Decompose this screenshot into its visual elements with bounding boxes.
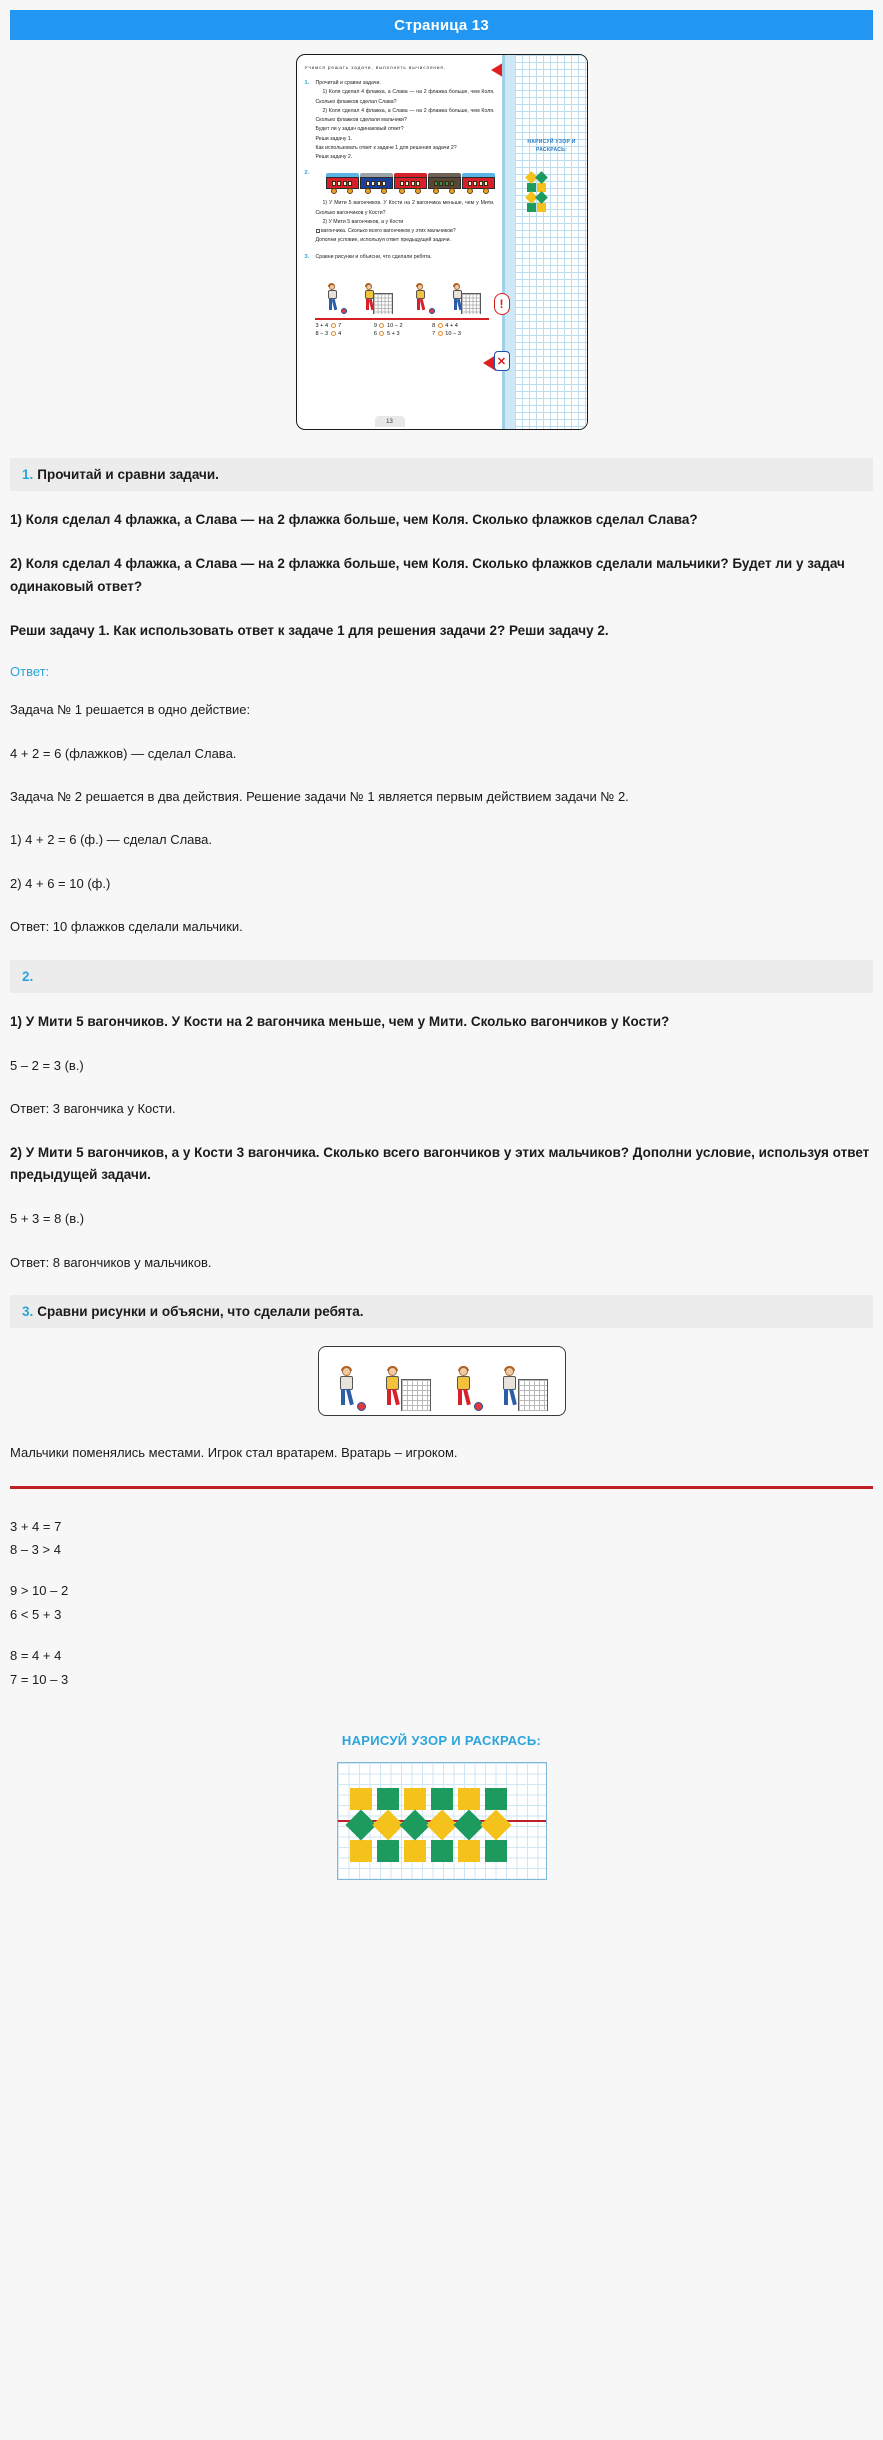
expressions-group-2 bbox=[10, 1579, 873, 1626]
square-green-shape bbox=[485, 1788, 507, 1810]
goalkeeper-figure bbox=[450, 284, 467, 314]
section-1-answer-line-5: 2) 4 + 6 = 10 (ф.) bbox=[10, 875, 111, 891]
scan-page-number: 13 bbox=[375, 416, 405, 427]
wheel bbox=[347, 188, 353, 194]
pattern-cell bbox=[458, 1814, 480, 1836]
leg bbox=[456, 299, 462, 310]
diamond-green-shape bbox=[345, 1809, 376, 1840]
wheel bbox=[381, 188, 387, 194]
expression: 8 = 4 + 4 bbox=[10, 1648, 62, 1664]
comparison-circle-icon bbox=[438, 323, 443, 328]
scan-exercise-1-body bbox=[316, 79, 495, 162]
square-yellow-shape bbox=[350, 1840, 372, 1862]
pattern-cell bbox=[377, 1814, 399, 1836]
leg bbox=[504, 1389, 508, 1405]
square-green-shape bbox=[377, 1840, 399, 1862]
section-2-solution-2: 5 + 3 = 8 (в.) bbox=[10, 1211, 85, 1227]
torso bbox=[328, 290, 337, 299]
leg bbox=[329, 299, 332, 310]
square-yellow-shape bbox=[404, 1788, 426, 1810]
scan-ex2-line-1: 2) У Мити 5 вагончиков, а у Кости bbox=[322, 218, 404, 225]
car-window bbox=[450, 181, 454, 186]
square-green-shape bbox=[485, 1840, 507, 1862]
scan-right-panel bbox=[496, 55, 587, 429]
comparison-left: 8 bbox=[432, 322, 436, 329]
comparison-item bbox=[432, 331, 490, 337]
red-divider bbox=[10, 1486, 873, 1489]
section-2-heading bbox=[10, 960, 873, 993]
goalkeeper-with-goal bbox=[381, 1367, 431, 1411]
mini-pattern-row bbox=[527, 203, 546, 212]
comparison-item bbox=[432, 323, 490, 329]
train-car bbox=[394, 173, 427, 194]
car-window bbox=[416, 181, 420, 186]
scan-exercise-2-number: 2. bbox=[304, 170, 310, 177]
scan-exercise-1-number: 1. bbox=[304, 80, 310, 87]
car-window bbox=[439, 181, 443, 186]
ball-icon bbox=[429, 308, 435, 314]
goalkeeper-figure bbox=[381, 1367, 407, 1411]
comparison-circle-icon bbox=[331, 323, 336, 328]
section-1-answer-line-4: 1) 4 + 2 = 6 (ф.) — сделал Слава. bbox=[10, 832, 212, 848]
car-window bbox=[332, 181, 336, 186]
scan-comparison-grid bbox=[316, 323, 491, 337]
expression: 3 + 4 = 7 bbox=[10, 1518, 62, 1534]
comparison-left: 3 + 4 bbox=[315, 322, 329, 329]
cross-marker-icon: ✕ bbox=[494, 351, 510, 371]
answers-article bbox=[0, 436, 883, 1910]
pattern-cell bbox=[431, 1840, 453, 1862]
diamond-green-shape bbox=[399, 1809, 430, 1840]
scan-ex2-line-2: вагончика. Сколько всего вагончиков у этих мальчиков? bbox=[320, 228, 456, 235]
torso bbox=[386, 1376, 399, 1390]
pattern-cell bbox=[350, 1788, 372, 1810]
football-player-figure bbox=[413, 284, 430, 314]
torso bbox=[503, 1376, 516, 1390]
scan-ex3-text: Сравни рисунки и объясни, что сделали ребята. bbox=[315, 253, 432, 260]
leg bbox=[463, 1389, 471, 1405]
section-2-answer-1: Ответ: 3 вагончика у Кости. bbox=[10, 1101, 176, 1117]
expression: 9 > 10 – 2 bbox=[10, 1583, 69, 1599]
football-illustration-strip bbox=[318, 1346, 566, 1416]
car-wheels bbox=[360, 188, 393, 194]
goalkeeper-figure bbox=[362, 284, 379, 314]
leg bbox=[368, 299, 374, 310]
leg bbox=[366, 299, 369, 310]
wheel bbox=[415, 188, 421, 194]
comparison-circle-icon bbox=[379, 331, 384, 336]
scan-ex2-line-0: 1) У Мити 5 вагончиков. У Кости на 2 вагончика меньше, чем у Мити. Сколько вагончиков у Кости? bbox=[315, 200, 495, 216]
section-1-heading bbox=[10, 458, 873, 491]
pattern-cell bbox=[458, 1788, 480, 1810]
leg bbox=[419, 299, 425, 310]
leg bbox=[346, 1389, 354, 1405]
car-wheels bbox=[462, 188, 495, 194]
page-title: Страница 13 bbox=[394, 16, 489, 34]
comparison-right: 7 bbox=[338, 322, 342, 329]
pattern-cell bbox=[485, 1788, 507, 1810]
scan-exercise-2-body bbox=[316, 169, 495, 245]
wheel bbox=[399, 188, 405, 194]
leg bbox=[509, 1389, 517, 1405]
pattern-cell bbox=[431, 1814, 453, 1836]
section-1-answer-line-1: Задача № 1 решается в одно действие: bbox=[10, 702, 251, 718]
car-window bbox=[445, 181, 449, 186]
mini-pattern-row bbox=[527, 173, 546, 182]
car-window bbox=[366, 181, 370, 186]
train-car bbox=[326, 173, 359, 194]
scan-exercise-3-body bbox=[316, 253, 495, 263]
leg bbox=[387, 1389, 391, 1405]
head bbox=[459, 1367, 468, 1376]
leg bbox=[454, 299, 457, 310]
scan-left-column bbox=[297, 55, 502, 429]
football-player-figure bbox=[325, 284, 342, 314]
section-1-answer-label: Ответ: bbox=[10, 664, 50, 680]
pattern-cell bbox=[404, 1814, 426, 1836]
pattern-cell bbox=[485, 1840, 507, 1862]
train-car bbox=[462, 173, 495, 194]
comparison-right: 4 + 4 bbox=[445, 322, 458, 329]
mini-pattern-row bbox=[527, 193, 546, 202]
scan-intro-text: Учимся решать задачи, выполнять вычисления. bbox=[304, 65, 446, 70]
scan-ex1-line-4: Реши задачу 1. bbox=[315, 135, 353, 142]
goalkeeper-with-goal bbox=[498, 1367, 548, 1411]
torso bbox=[453, 290, 462, 299]
scan-mini-pattern bbox=[527, 173, 546, 213]
square-yellow-shape bbox=[458, 1840, 480, 1862]
car-window bbox=[371, 181, 375, 186]
blank-square-icon bbox=[316, 229, 320, 233]
section-1-question-2: 2) Коля сделал 4 флажка, а Слава — на 2 флажка больше, чем Коля. Сколько флажков сделали мальчики? Будет ли у задач одинаковый ответ? bbox=[10, 556, 845, 594]
scan-ex1-line-5: Как использовать ответ к задаче 1 для решения задачи 2? bbox=[315, 144, 457, 151]
goalkeeper-with-goal bbox=[450, 284, 481, 314]
car-window bbox=[400, 181, 404, 186]
section-3-number: 3. bbox=[22, 1304, 34, 1320]
pattern-cell bbox=[458, 1840, 480, 1862]
scan-ex1-line-3: Будет ли у задач одинаковый ответ? bbox=[315, 126, 404, 133]
square-green-shape bbox=[431, 1788, 453, 1810]
leg bbox=[417, 299, 420, 310]
square-yellow-shape bbox=[350, 1788, 372, 1810]
car-window bbox=[434, 181, 438, 186]
square-green-shape bbox=[431, 1840, 453, 1862]
train-car bbox=[360, 173, 393, 194]
leg bbox=[392, 1389, 400, 1405]
section-2-solution-1: 5 – 2 = 3 (в.) bbox=[10, 1057, 84, 1073]
page-title-bar bbox=[10, 10, 873, 40]
car-window bbox=[468, 181, 472, 186]
pattern-cell bbox=[485, 1814, 507, 1836]
leg bbox=[341, 1389, 345, 1405]
car-wheels bbox=[428, 188, 461, 194]
car-window bbox=[405, 181, 409, 186]
textbook-scan-wrapper bbox=[0, 40, 883, 436]
car-window bbox=[343, 181, 347, 186]
ball-icon bbox=[474, 1402, 483, 1411]
car-window bbox=[411, 181, 415, 186]
comparison-circle-icon bbox=[331, 331, 336, 336]
comparison-right: 10 − 2 bbox=[386, 322, 403, 329]
pattern-title: НАРИСУЙ УЗОР И РАСКРАСЬ: bbox=[341, 1733, 542, 1749]
section-2-answer-2: Ответ: 8 вагончиков у мальчиков. bbox=[10, 1254, 212, 1270]
scan-ex1-line-0: Прочитай и сравни задачи. bbox=[315, 80, 381, 87]
car-wheels bbox=[394, 188, 427, 194]
expression: 8 – 3 > 4 bbox=[10, 1542, 61, 1558]
ball-icon bbox=[341, 308, 347, 314]
car-window bbox=[382, 181, 386, 186]
pattern-cell bbox=[377, 1788, 399, 1810]
scan-ex2-line-3: Дополни условие, используя ответ предыдущей задачи. bbox=[315, 237, 451, 244]
scan-exercise-3 bbox=[305, 253, 495, 263]
diamond-yellow-shape bbox=[480, 1809, 511, 1840]
comparison-item bbox=[374, 323, 432, 329]
scan-side-label: НАРИСУЙ УЗОР И РАСКРАСЬ: bbox=[527, 139, 576, 153]
scan-ex1-line-6: Реши задачу 2. bbox=[315, 154, 353, 161]
pattern-row bbox=[350, 1814, 507, 1836]
car-window bbox=[377, 181, 381, 186]
section-1-answer-line-6: Ответ: 10 флажков сделали мальчики. bbox=[10, 919, 243, 935]
section-1-title: Прочитай и сравни задачи. bbox=[37, 467, 219, 482]
diamond-yellow-shape bbox=[372, 1809, 403, 1840]
wheel bbox=[449, 188, 455, 194]
square-green-shape bbox=[377, 1788, 399, 1810]
textbook-scan-image bbox=[296, 54, 588, 430]
car-window bbox=[479, 181, 483, 186]
pattern-row bbox=[350, 1840, 507, 1862]
torso bbox=[365, 290, 374, 299]
comparison-right: 5 + 3 bbox=[386, 330, 400, 337]
torso bbox=[457, 1376, 470, 1390]
wheel bbox=[331, 188, 337, 194]
head bbox=[342, 1367, 351, 1376]
grid-paper-background bbox=[515, 55, 587, 429]
torso bbox=[340, 1376, 353, 1390]
comparison-item bbox=[316, 323, 374, 329]
section-2-question-1: 1) У Мити 5 вагончиков. У Кости на 2 вагончика меньше, чем у Мити. Сколько вагончиков у Кости? bbox=[10, 1013, 670, 1029]
pattern-cell bbox=[431, 1788, 453, 1810]
goalkeeper-figure bbox=[498, 1367, 524, 1411]
section-1-answer-line-2: 4 + 2 = 6 (флажков) — сделал Слава. bbox=[10, 745, 237, 761]
section-2-question-2: 2) У Мити 5 вагончиков, а у Кости 3 вагончика. Сколько всего вагончиков у этих мальчиков? Дополни условие, используя ответ предыдущей задачи. bbox=[10, 1144, 870, 1183]
wheel bbox=[365, 188, 371, 194]
goalkeeper-with-goal bbox=[362, 284, 393, 314]
square-yellow-shape bbox=[458, 1788, 480, 1810]
football-player-figure bbox=[335, 1367, 361, 1411]
pattern-rows bbox=[350, 1788, 507, 1866]
car-window bbox=[348, 181, 352, 186]
section-1-answer-line-3: Задача № 2 решается в два действия. Решение задачи № 1 является первым действием задачи № 2. bbox=[10, 788, 629, 804]
comparison-item bbox=[374, 331, 432, 337]
scan-football-illustration bbox=[315, 266, 491, 314]
scan-ex2-line-2-wrap bbox=[316, 227, 495, 236]
mini-pattern-row bbox=[527, 183, 546, 192]
comparison-circle-icon bbox=[379, 323, 384, 328]
comparison-right: 10 − 3 bbox=[445, 330, 461, 337]
wheel bbox=[433, 188, 439, 194]
train-illustration bbox=[326, 173, 495, 194]
expressions-group-3 bbox=[10, 1644, 873, 1691]
diamond-green-shape bbox=[535, 171, 548, 184]
page-root bbox=[0, 10, 883, 2440]
comparison-left: 8 − 3 bbox=[315, 330, 329, 337]
section-1-question-3: Реши задачу 1. Как использовать ответ к задаче 1 для решения задачи 2? Реши задачу 2. bbox=[10, 622, 609, 638]
car-window bbox=[337, 181, 341, 186]
scan-exercise-3-number: 3. bbox=[304, 253, 310, 260]
exclamation-marker-icon: ! bbox=[494, 293, 510, 315]
football-player-figure bbox=[452, 1367, 478, 1411]
pattern-cell bbox=[350, 1814, 372, 1836]
section-3-explanation: Мальчики поменялись местами. Игрок стал вратарем. Вратарь – игроком. bbox=[10, 1445, 458, 1461]
expression: 7 = 10 – 3 bbox=[10, 1671, 69, 1687]
scan-ex1-line-2: 2) Коля сделал 4 флажка, а Слава — на 2 флажка больше, чем Коля. Сколько флажков сделали мальчики? bbox=[315, 107, 495, 124]
section-3-title: Сравни рисунки и объясни, что сделали ребята. bbox=[37, 1304, 364, 1320]
scan-red-rule bbox=[315, 318, 489, 319]
diamond-yellow-shape bbox=[426, 1809, 457, 1840]
expression: 6 < 5 + 3 bbox=[10, 1606, 62, 1622]
section-1-question-1: 1) Коля сделал 4 флажка, а Слава — на 2 флажка больше, чем Коля. Сколько флажков сделал Слава? bbox=[10, 512, 698, 527]
leg bbox=[458, 1389, 462, 1405]
car-window bbox=[484, 181, 488, 186]
comparison-item bbox=[316, 331, 374, 337]
section-1-number: 1. bbox=[22, 467, 34, 482]
wheel bbox=[483, 188, 489, 194]
comparison-left: 7 bbox=[432, 330, 436, 337]
section-3-heading bbox=[10, 1295, 873, 1328]
comparison-circle-icon bbox=[438, 331, 443, 336]
head bbox=[388, 1367, 397, 1376]
pattern-cell bbox=[350, 1840, 372, 1862]
pattern-cell bbox=[404, 1788, 426, 1810]
scan-ex1-line-1: 1) Коля сделал 4 флажка, а Слава — на 2 флажка больше, чем Коля. Сколько флажков сделал Слава? bbox=[315, 89, 495, 105]
ball-icon bbox=[357, 1402, 366, 1411]
pattern-cell bbox=[377, 1840, 399, 1862]
head bbox=[505, 1367, 514, 1376]
scan-exercise-2 bbox=[305, 169, 495, 245]
train-car bbox=[428, 173, 461, 194]
comparison-right: 4 bbox=[338, 330, 342, 337]
section-2-number: 2. bbox=[22, 968, 34, 984]
car-wheels bbox=[326, 188, 359, 194]
wheel bbox=[467, 188, 473, 194]
diamond-green-shape bbox=[453, 1809, 484, 1840]
scan-exercise-1 bbox=[305, 79, 495, 162]
car-window bbox=[473, 181, 477, 186]
pattern-grid-box bbox=[337, 1762, 547, 1880]
expressions-group-1 bbox=[10, 1515, 873, 1562]
pattern-cell bbox=[404, 1840, 426, 1862]
pattern-row bbox=[350, 1788, 507, 1810]
square-yellow-shape bbox=[404, 1840, 426, 1862]
leg bbox=[331, 299, 337, 310]
comparison-left: 6 bbox=[373, 330, 377, 337]
diamond-green-shape bbox=[535, 191, 548, 204]
comparison-left: 9 bbox=[373, 322, 377, 329]
torso bbox=[416, 290, 425, 299]
